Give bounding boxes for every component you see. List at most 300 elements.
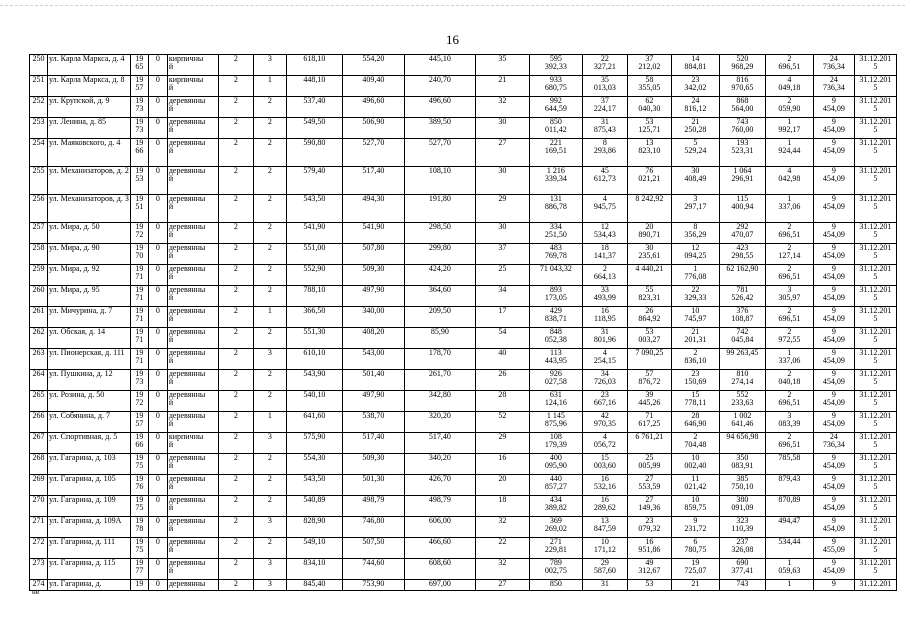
private-area-cell: 340,20	[404, 454, 475, 475]
cost-cell-4-line: 094,25	[684, 251, 707, 261]
address-cell: ул. Гагарина, д. 103	[48, 454, 131, 475]
cost-cell-2	[582, 97, 627, 118]
total-cost-cell-line: 443,95	[544, 356, 567, 366]
total-cost-cell-line: 71 043,32	[539, 264, 572, 273]
address-cell: ул. Пионерская, д. 111	[48, 349, 131, 370]
entrances-cell: 3	[253, 55, 286, 76]
private-area-cell: 364,60	[404, 286, 475, 307]
deadline-date-cell-line: 31.12.201	[859, 117, 892, 126]
residents-cell: 34	[475, 286, 529, 307]
cost-cell-5-line: 350	[736, 453, 749, 462]
deadline-date-cell-line: 31.12.201	[859, 516, 892, 525]
max-cost-cell-line: 454,09	[822, 482, 845, 492]
address-cell: ул. Карла Маркса, д. 8	[48, 76, 131, 97]
max-cost-cell-line: 454,09	[822, 566, 845, 576]
zero-cell: 0	[148, 391, 167, 412]
deadline-date-cell-line: 5	[873, 440, 878, 450]
zero-cell: 0	[148, 454, 167, 475]
max-cost-cell-line: 9	[831, 558, 836, 567]
page-number: 16	[446, 32, 459, 47]
total-cost-cell	[529, 433, 582, 454]
total-cost-cell	[529, 412, 582, 433]
max-cost-cell-line: 454,09	[822, 461, 845, 471]
cost-cell-5-line: 377,41	[731, 566, 754, 576]
living-area-cell: 744,60	[342, 559, 404, 580]
wall-material-cell-line: й	[168, 398, 174, 408]
cost-cell-2-line: 8	[602, 138, 607, 147]
max-cost-cell-line: 454,09	[822, 335, 845, 345]
build-year-cell	[130, 538, 148, 559]
build-year-cell	[130, 139, 148, 167]
build-year-cell-line: 19	[135, 194, 144, 203]
max-cost-cell-line: 9	[831, 166, 836, 175]
table-row	[30, 118, 897, 139]
cost-cell-5	[719, 496, 765, 517]
cost-cell-3	[627, 559, 671, 580]
residents-cell: 27	[475, 580, 529, 591]
deadline-date-cell-line: 31.12.201	[859, 222, 892, 231]
private-area-cell: 85,90	[404, 328, 475, 349]
wall-material-cell-line: деревянны	[168, 390, 206, 399]
cost-cell-2	[582, 475, 627, 496]
cost-cell-2	[582, 328, 627, 349]
floors-cell: 2	[218, 349, 253, 370]
row-number: 266	[30, 412, 48, 433]
row-number: 250	[30, 55, 48, 76]
cost-cell-2-line: 29	[600, 558, 609, 567]
unit-cost-cell	[765, 286, 813, 307]
total-area-cell: 448,10	[286, 76, 342, 97]
max-cost-cell-line: 736,34	[822, 83, 845, 93]
address-cell: ул. Гагарина, д.	[48, 580, 131, 591]
max-cost-cell-line: 454,09	[822, 202, 845, 212]
unit-cost-cell-line: 042,98	[778, 174, 801, 184]
deadline-date-cell-line: 5	[873, 545, 878, 555]
total-cost-cell-line: 179,39	[544, 440, 567, 450]
cost-cell-3	[627, 580, 671, 591]
deadline-date-cell-line: 5	[873, 174, 878, 184]
deadline-date-cell-line: 5	[873, 398, 878, 408]
deadline-date-cell-line: 5	[873, 272, 878, 282]
floors-cell: 2	[218, 167, 253, 195]
deadline-date-cell-line: 31.12.201	[859, 579, 892, 588]
deadline-date-cell	[854, 139, 896, 167]
wall-material-cell-line: кирпичны	[168, 54, 204, 63]
total-cost-cell	[529, 559, 582, 580]
deadline-date-cell	[854, 433, 896, 454]
deadline-date-cell	[854, 195, 896, 223]
cost-cell-2	[582, 538, 627, 559]
unit-cost-cell-line: 2	[787, 390, 792, 399]
cost-cell-2-line: 171,12	[593, 545, 616, 555]
wall-material-cell-line: деревянны	[168, 474, 206, 483]
private-area-cell: 445,10	[404, 55, 475, 76]
cost-cell-3-line: 62	[645, 96, 654, 105]
max-cost-cell	[813, 391, 854, 412]
build-year-cell-line: 66	[135, 146, 144, 156]
deadline-date-cell-line: 5	[873, 566, 878, 576]
table-row	[30, 580, 897, 591]
cost-cell-5-line: 1 064	[733, 166, 752, 175]
living-area-cell: 408,20	[342, 328, 404, 349]
row-number: 271	[30, 517, 48, 538]
entrances-cell: 2	[253, 265, 286, 286]
cost-cell-5-line: 326,08	[731, 545, 754, 555]
cost-cell-5-line: 520	[736, 54, 749, 63]
max-cost-cell-line: 736,34	[822, 440, 845, 450]
private-area-cell: 466,60	[404, 538, 475, 559]
cost-cell-2	[582, 433, 627, 454]
cost-cell-2	[582, 265, 627, 286]
cost-cell-5-line: 233,63	[731, 398, 754, 408]
cost-cell-5-line: 115	[736, 194, 749, 203]
total-cost-cell-line: 334	[549, 222, 562, 231]
cost-cell-4-line: 21	[691, 579, 700, 588]
deadline-date-cell-line: 31.12.201	[859, 495, 892, 504]
entrances-cell: 2	[253, 118, 286, 139]
build-year-cell-line: 75	[135, 461, 144, 471]
total-area-cell: 540,10	[286, 391, 342, 412]
cost-cell-2-line: 2	[602, 264, 607, 273]
cost-cell-4-line: 5	[693, 138, 698, 147]
cost-cell-3-line: 37	[645, 54, 654, 63]
deadline-date-cell	[854, 55, 896, 76]
cost-cell-5-line: 526,42	[731, 293, 754, 303]
max-cost-cell	[813, 139, 854, 167]
row-number: 255	[30, 167, 48, 195]
max-cost-cell	[813, 349, 854, 370]
cost-cell-3-line: 312,67	[638, 566, 661, 576]
build-year-cell	[130, 496, 148, 517]
residents-cell: 35	[475, 55, 529, 76]
residents-cell: 22	[475, 538, 529, 559]
row-number: 267	[30, 433, 48, 454]
max-cost-cell-line: 454,09	[822, 104, 845, 114]
max-cost-cell	[813, 580, 854, 591]
unit-cost-cell-line: 534,44	[778, 537, 801, 546]
unit-cost-cell	[765, 97, 813, 118]
residents-cell: 29	[475, 433, 529, 454]
deadline-date-cell-line: 5	[873, 146, 878, 156]
zero-cell: 0	[148, 97, 167, 118]
wall-material-cell-line: й	[168, 293, 174, 303]
floors-cell: 2	[218, 370, 253, 391]
cost-cell-2	[582, 286, 627, 307]
cost-cell-4-line: 1	[693, 264, 698, 273]
address-cell: ул. Обская, д. 14	[48, 328, 131, 349]
living-area-cell: 494,30	[342, 195, 404, 223]
cost-cell-5-line: 552	[736, 390, 749, 399]
unit-cost-cell	[765, 559, 813, 580]
cost-cell-2-line: 534,43	[593, 230, 616, 240]
cost-cell-3-line: 27	[645, 495, 654, 504]
cost-cell-4	[671, 244, 719, 265]
cost-cell-2-line: 4	[602, 194, 607, 203]
cost-cell-3	[627, 118, 671, 139]
cost-cell-4-line: 24	[691, 96, 700, 105]
total-cost-cell-line: 789	[549, 558, 562, 567]
floors-cell: 2	[218, 580, 253, 591]
residents-cell: 30	[475, 167, 529, 195]
entrances-cell: 2	[253, 139, 286, 167]
deadline-date-cell	[854, 307, 896, 328]
address-cell: ул. Маяковского, д. 4	[48, 139, 131, 167]
deadline-date-cell-line: 5	[873, 293, 878, 303]
cost-cell-4-line: 14	[691, 54, 700, 63]
max-cost-cell-line: 9	[831, 474, 836, 483]
wall-material-cell-line: деревянны	[168, 222, 206, 231]
cost-cell-3-line: 13	[645, 138, 654, 147]
max-cost-cell	[813, 433, 854, 454]
build-year-cell-line: 72	[135, 230, 144, 240]
table-row	[30, 496, 897, 517]
cost-cell-4-line: 23	[691, 75, 700, 84]
cost-cell-3-line: 149,36	[638, 503, 661, 513]
table-row	[30, 265, 897, 286]
deadline-date-cell-line: 31.12.201	[859, 96, 892, 105]
cost-cell-5-line: 750,10	[731, 482, 754, 492]
zero-cell: 0	[148, 76, 167, 97]
cost-cell-5-line: 781	[736, 285, 749, 294]
total-area-cell: 543,90	[286, 370, 342, 391]
living-area-cell: 507,50	[342, 538, 404, 559]
wall-material-cell	[167, 370, 218, 391]
max-cost-cell-line: 24	[829, 432, 838, 441]
build-year-cell-line: 76	[135, 482, 144, 492]
unit-cost-cell	[765, 412, 813, 433]
total-cost-cell-line: 027,58	[544, 377, 567, 387]
max-cost-cell-line: 454,09	[822, 356, 845, 366]
unit-cost-cell	[765, 307, 813, 328]
cost-cell-4-line: 816,12	[684, 104, 707, 114]
deadline-date-cell	[854, 475, 896, 496]
cost-cell-5	[719, 97, 765, 118]
residents-cell: 28	[475, 391, 529, 412]
cost-cell-3-line: 235,61	[638, 251, 661, 261]
wall-material-cell	[167, 265, 218, 286]
build-year-cell-line: 19	[135, 75, 144, 84]
unit-cost-cell-line: 2	[787, 264, 792, 273]
zero-cell: 0	[148, 433, 167, 454]
cost-cell-4	[671, 433, 719, 454]
max-cost-cell-line: 454,09	[822, 272, 845, 282]
build-year-cell	[130, 433, 148, 454]
wall-material-cell	[167, 559, 218, 580]
zero-cell: 0	[148, 412, 167, 433]
cost-cell-4	[671, 559, 719, 580]
cost-cell-3-line: 26	[645, 306, 654, 315]
cost-cell-4	[671, 167, 719, 195]
floors-cell: 2	[218, 195, 253, 223]
max-cost-cell-line: 9	[831, 390, 836, 399]
unit-cost-cell-line: 924,44	[778, 146, 801, 156]
wall-material-cell-line: й	[168, 125, 174, 135]
cost-cell-3	[627, 223, 671, 244]
deadline-date-cell-line: 5	[873, 377, 878, 387]
cost-cell-5	[719, 517, 765, 538]
cost-cell-5-line: 108,87	[731, 314, 754, 324]
cost-cell-5-line: 323	[736, 516, 749, 525]
cost-cell-3	[627, 496, 671, 517]
build-year-cell-line: 19	[135, 432, 144, 441]
deadline-date-cell-line: 5	[873, 503, 878, 513]
zero-cell: 0	[148, 517, 167, 538]
private-area-cell: 178,70	[404, 349, 475, 370]
address-cell: ул. Мира, д. 92	[48, 265, 131, 286]
cost-cell-2-line: 664,13	[593, 272, 616, 282]
build-year-cell	[130, 195, 148, 223]
max-cost-cell-line: 9	[831, 117, 836, 126]
build-year-cell-line: 19	[135, 243, 144, 252]
total-cost-cell-line: 1 145	[546, 411, 565, 420]
unit-cost-cell-line: 059,63	[778, 566, 801, 576]
max-cost-cell-line: 9	[831, 348, 836, 357]
max-cost-cell	[813, 97, 854, 118]
living-area-cell: 554,20	[342, 55, 404, 76]
living-area-cell: 409,40	[342, 76, 404, 97]
cost-cell-2-line: 056,72	[593, 440, 616, 450]
cost-cell-2-line: 013,03	[593, 83, 616, 93]
private-area-cell: 498,79	[404, 496, 475, 517]
wall-material-cell-line: деревянны	[168, 348, 206, 357]
cost-cell-4-line: 21	[691, 117, 700, 126]
cost-cell-4	[671, 580, 719, 591]
deadline-date-cell-line: 5	[873, 461, 878, 471]
cost-cell-5-line: 816	[736, 75, 749, 84]
cost-cell-4-line: 776,08	[684, 272, 707, 282]
unit-cost-cell-line: 2	[787, 432, 792, 441]
max-cost-cell-line: 454,09	[822, 419, 845, 429]
cost-cell-4-line: 529,24	[684, 146, 707, 156]
build-year-cell-line: 70	[135, 251, 144, 261]
unit-cost-cell-line: 337,06	[778, 356, 801, 366]
max-cost-cell	[813, 328, 854, 349]
total-cost-cell	[529, 517, 582, 538]
total-cost-cell-line: 875,96	[544, 419, 567, 429]
cost-cell-4-line: 201,31	[684, 335, 707, 345]
living-area-cell: 496,60	[342, 97, 404, 118]
wall-material-cell-line: кирпичны	[168, 75, 204, 84]
cost-cell-3-line: 445,26	[638, 398, 661, 408]
cost-cell-2-line: 875,43	[593, 125, 616, 135]
build-year-cell-line: 19	[135, 390, 144, 399]
total-cost-cell-line: 392,33	[544, 62, 567, 72]
max-cost-cell	[813, 244, 854, 265]
unit-cost-cell-line: 1	[787, 138, 792, 147]
unit-cost-cell-line: 696,51	[778, 440, 801, 450]
unit-cost-cell-line: 2	[787, 327, 792, 336]
cost-cell-4-line: 21	[691, 327, 700, 336]
cost-cell-4-line: 10	[691, 453, 700, 462]
living-area-cell: 543,00	[342, 349, 404, 370]
total-cost-cell-line: 271	[549, 537, 562, 546]
build-year-cell-line: 19	[135, 348, 144, 357]
wall-material-cell-line: деревянны	[168, 285, 206, 294]
cost-cell-5-line: 110,39	[731, 524, 754, 534]
cost-cell-2-line: 141,37	[593, 251, 616, 261]
build-year-cell-line: 19	[135, 327, 144, 336]
cost-cell-2	[582, 139, 627, 167]
cost-cell-5-line: 523,31	[731, 146, 754, 156]
living-area-cell: 753,90	[342, 580, 404, 591]
deadline-date-cell	[854, 328, 896, 349]
deadline-date-cell-line: 31.12.201	[859, 285, 892, 294]
total-cost-cell	[529, 475, 582, 496]
address-cell: ул. Мира, д. 95	[48, 286, 131, 307]
total-area-cell: 543,50	[286, 195, 342, 223]
cost-cell-2-line: 31	[600, 117, 609, 126]
cost-cell-2-line: 801,96	[593, 335, 616, 345]
cost-cell-3-line: 16	[645, 537, 654, 546]
total-area-cell: 541,90	[286, 223, 342, 244]
cost-cell-4-line: 408,49	[684, 174, 707, 184]
unit-cost-cell	[765, 223, 813, 244]
total-cost-cell-line: 113	[549, 348, 562, 357]
total-area-cell: 549,10	[286, 538, 342, 559]
zero-cell: 0	[148, 195, 167, 223]
row-number: 251	[30, 76, 48, 97]
deadline-date-cell-line: 31.12.201	[859, 369, 892, 378]
total-cost-cell-line: 1 216	[546, 166, 565, 175]
cost-cell-2-line: 667,16	[593, 398, 616, 408]
entrances-cell: 3	[253, 580, 286, 591]
build-year-cell	[130, 517, 148, 538]
floors-cell: 2	[218, 454, 253, 475]
cost-cell-2	[582, 167, 627, 195]
wall-material-cell-line: й	[168, 566, 174, 576]
wall-material-cell-line: деревянны	[168, 495, 206, 504]
cost-cell-4	[671, 496, 719, 517]
max-cost-cell	[813, 454, 854, 475]
cost-cell-3-line: 76	[645, 166, 654, 175]
cost-cell-2-line: 327,21	[593, 62, 616, 72]
deadline-date-cell	[854, 391, 896, 412]
wall-material-cell	[167, 139, 218, 167]
total-cost-cell	[529, 118, 582, 139]
cost-cell-3-line: 71	[645, 411, 654, 420]
zero-cell: 0	[148, 167, 167, 195]
wall-material-cell	[167, 496, 218, 517]
wall-material-cell-line: й	[168, 272, 174, 282]
floors-cell: 2	[218, 265, 253, 286]
build-year-cell-line: 71	[135, 272, 144, 282]
cost-cell-5-line: 970,65	[731, 83, 754, 93]
total-cost-cell	[529, 538, 582, 559]
deadline-date-cell-line: 31.12.201	[859, 537, 892, 546]
build-year-cell	[130, 286, 148, 307]
cost-cell-5-line: 743	[736, 117, 749, 126]
total-cost-cell	[529, 286, 582, 307]
max-cost-cell	[813, 496, 854, 517]
unit-cost-cell	[765, 580, 813, 591]
wall-material-cell	[167, 328, 218, 349]
cost-cell-4-line: 329,33	[684, 293, 707, 303]
max-cost-cell-line: 9	[831, 369, 836, 378]
cost-cell-2-line: 16	[600, 306, 609, 315]
wall-material-cell	[167, 454, 218, 475]
cost-cell-5	[719, 433, 765, 454]
cost-cell-2-line: 34	[600, 369, 609, 378]
floors-cell: 2	[218, 517, 253, 538]
zero-cell: 0	[148, 118, 167, 139]
cost-cell-3	[627, 265, 671, 286]
cost-cell-4	[671, 349, 719, 370]
unit-cost-cell-line: 696,51	[778, 230, 801, 240]
cost-cell-3-line: 39	[645, 390, 654, 399]
deadline-date-cell	[854, 76, 896, 97]
deadline-date-cell-line: 31.12.201	[859, 166, 892, 175]
cost-cell-4	[671, 195, 719, 223]
